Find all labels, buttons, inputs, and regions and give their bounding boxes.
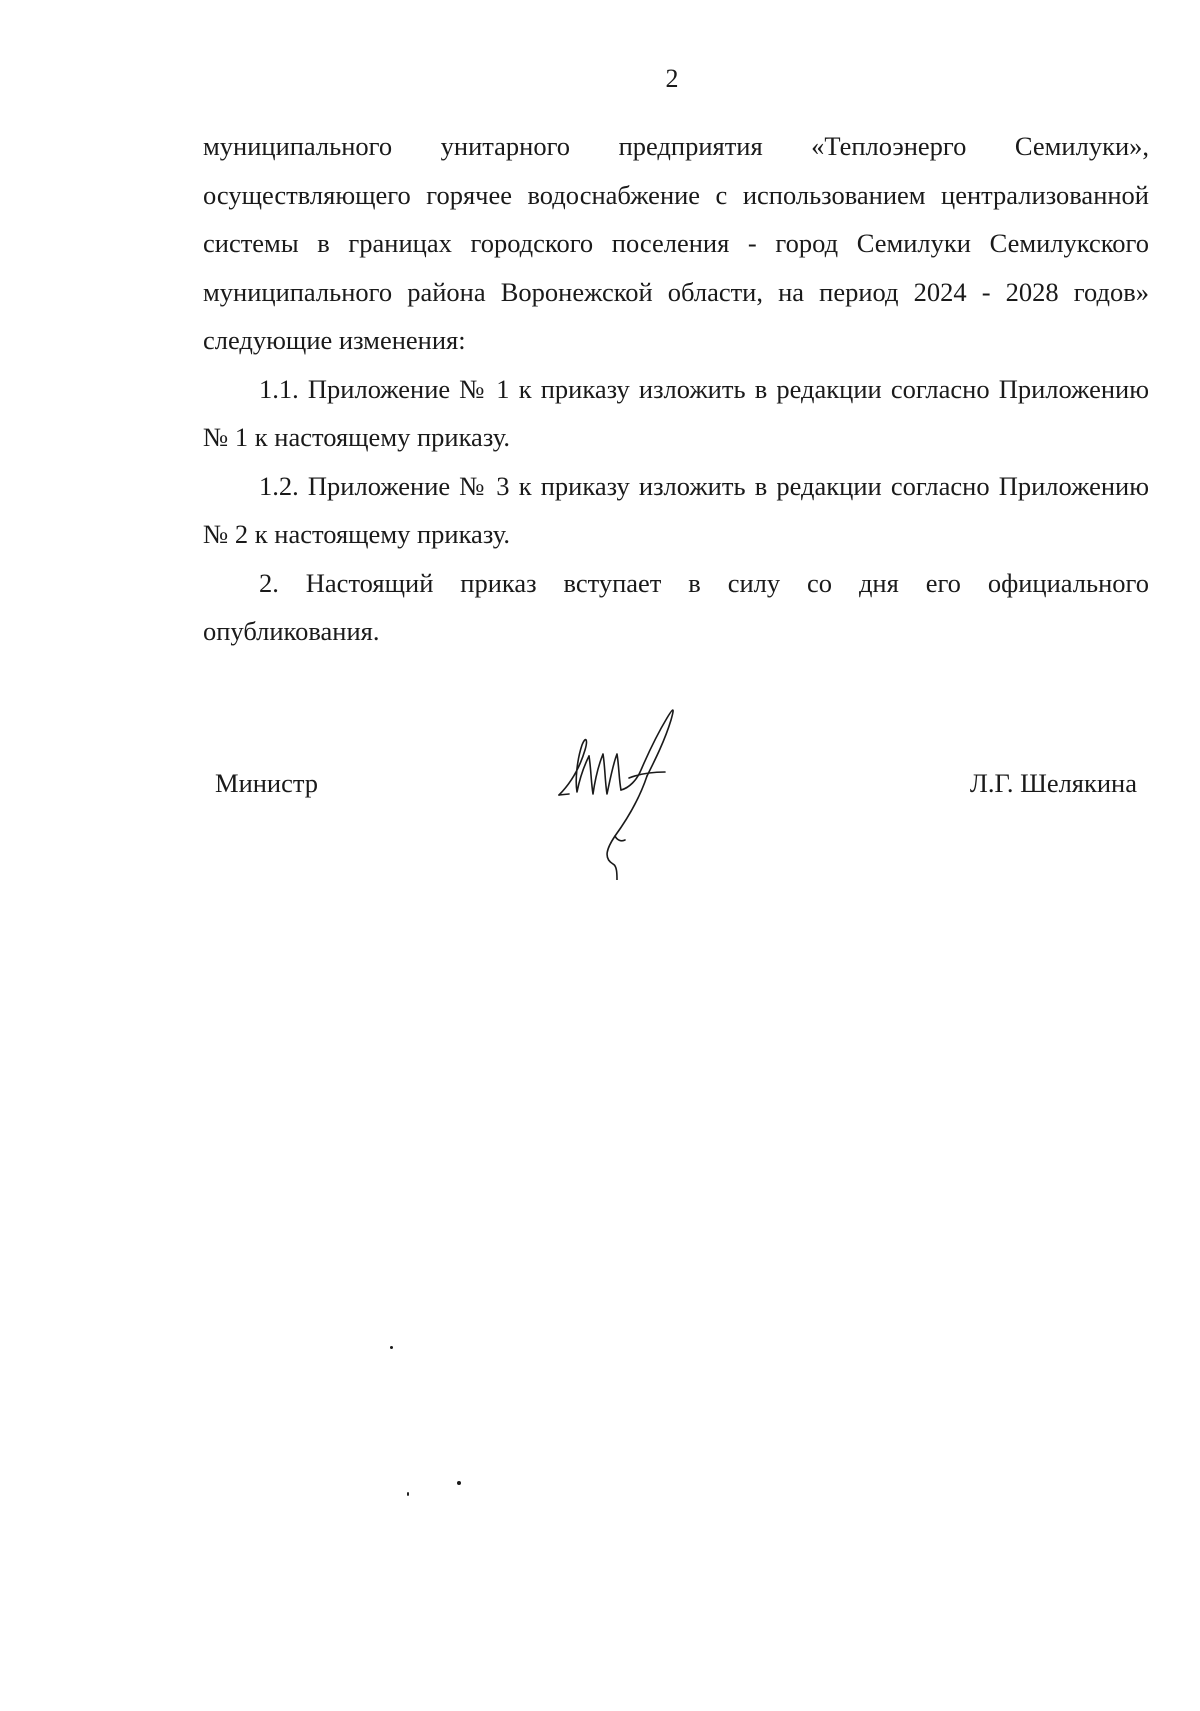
paragraph-item-1-1: 1.1. Приложение № 1 к приказу изложить в редакции согласно Приложению № 1 к настоящему приказу. xyxy=(203,373,1149,452)
signatory-title: Министр xyxy=(215,768,319,798)
paragraph-continuation: муниципального унитарного предприятия «Теплоэнерго Семилуки», осуществляющего горячее водоснабжение с использованием централизованной системы в границах городского поселения - город Семилуки Семилукского муниципального района Воронежской области, на период 2024 - 2028 годов» следующие изменения: xyxy=(203,131,1149,355)
document-body xyxy=(203,122,1149,656)
handwritten-signature xyxy=(555,690,715,880)
scan-speck xyxy=(407,1492,409,1496)
paragraph-item-1-2: 1.2. Приложение № 3 к приказу изложить в редакции согласно Приложению № 2 к настоящему приказу. xyxy=(203,470,1149,549)
page-number: 2 xyxy=(665,64,679,93)
scan-speck xyxy=(457,1481,461,1485)
signatory-name: Л.Г. Шелякина xyxy=(969,768,1137,798)
scan-speck xyxy=(390,1346,393,1349)
paragraph-item-2: 2. Настоящий приказ вступает в силу со дня его официального опубликования. xyxy=(203,567,1149,646)
